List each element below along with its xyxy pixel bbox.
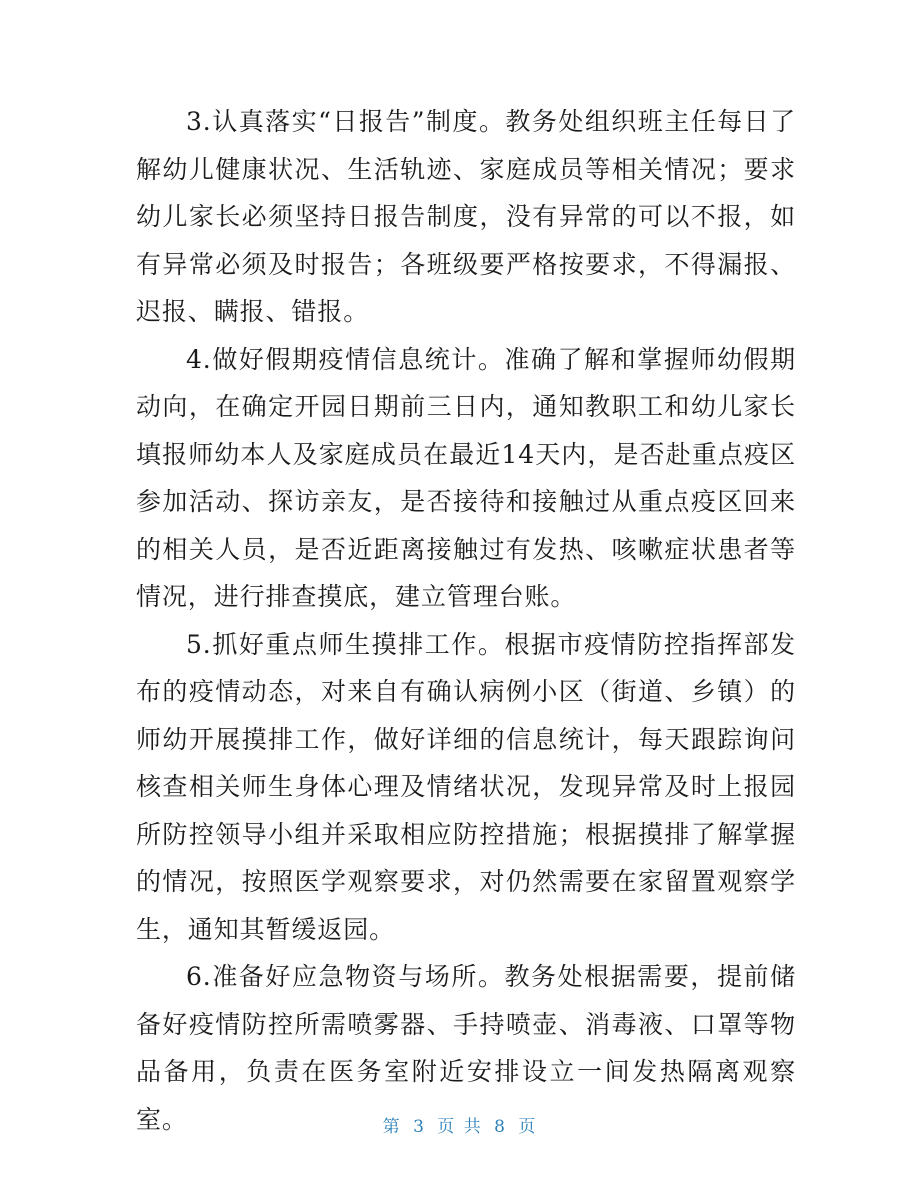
paragraph-5: 5.抓好重点师生摸排工作。根据市疫情防控指挥部发布的疫情动态，对来自有确认病例小区（街道、乡镇）的师幼开展摸排工作，做好详细的信息统计，每天跟踪询问核查相关师生身体心理及情绪状况，发现异常及时上报园所防控领导小组并采取相应防控措施；根据摸排了解掌握的情况，按照医学观察要求，对仍然需要在家留置观察学生，通知其暂缓返园。 [136,629,796,944]
footer-middle: 页 共 [437,1117,483,1137]
footer-suffix: 页 [518,1117,538,1137]
page-footer [0,1112,920,1137]
footer-page-number: 3 [413,1117,426,1137]
paragraph-6: 6.准备好应急物资与场所。教务处根据需要，提前储备好疫情防控所需喷雾器、手持喷壶、消毒液、口罩等物品备用，负责在医务室附近安排设立一间发热隔离观察室。 [136,962,796,1134]
paragraph-3: 3.认真落实“日报告”制度。教务处组织班主任每日了解幼儿健康状况、生活轨迹、家庭成员等相关情况；要求幼儿家长必须坚持日报告制度，没有异常的可以不报，如有异常必须及时报告；各班级要严格按要求，不得漏报、迟报、瞒报、错报。 [136,107,796,326]
paragraph-4: 4.做好假期疫情信息统计。准确了解和掌握师幼假期动向，在确定开园日期前三日内，通知教职工和幼儿家长填报师幼本人及家庭成员在最近14天内，是否赴重点疫区参加活动、探访亲友，是否接待和接触过从重点疫区回来的相关人员，是否近距离接触过有发热、咳嗽症状患者等情况，进行排查摸底，建立管理台账。 [136,344,796,611]
footer-total-pages: 8 [494,1117,507,1137]
footer-prefix: 第 [382,1117,402,1137]
document-body [136,98,796,1143]
